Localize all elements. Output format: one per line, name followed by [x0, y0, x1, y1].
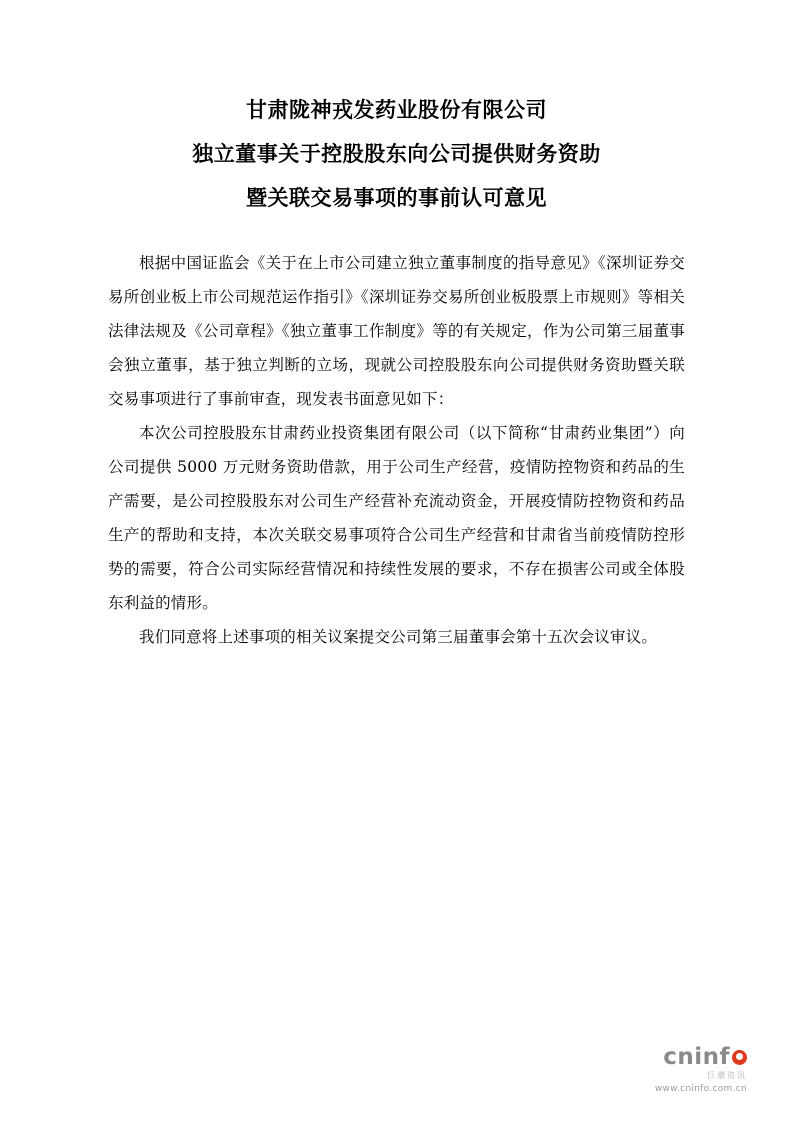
watermark-url: www.cninfo.com.cn: [654, 1084, 747, 1094]
watermark-cn-name: 巨潮资讯: [707, 1071, 747, 1080]
paragraph-1: 根据中国证监会《关于在上市公司建立独立董事制度的指导意见》《深圳证券交易所创业板上市公司规范运作指引》《深圳证券交易所创业板股票上市规则》等相关法律法规及《公司章程》《独立董事工作制度》等的有关规定，作为公司第三届董事会独立董事，基于独立判断的立场，现就公司控股股东向公司提供财务资助暨关联交易事项进行了事前审查，现发表书面意见如下：: [108, 254, 685, 408]
paragraph-2: 本次公司控股股东甘肃药业投资集团有限公司（以下简称“甘肃药业集团”）向公司提供 5000 万元财务资助借款，用于公司生产经营，疫情防控物资和药品的生产需要，是公司控股股东对公司生产经营补充流动资金，开展疫情防控物资和药品生产的帮助和支持，本次关联交易事项符合公司生产经营和甘肃省当前疫情防控形势的需要，符合公司实际经营情况和持续性发展的要求，不存在损害公司或全体股东利益的情形。: [108, 424, 685, 612]
cninfo-dot-icon: [732, 1050, 747, 1065]
paragraph-3: 我们同意将上述事项的相关议案提交公司第三届董事会第十五次会议审议。: [139, 628, 658, 646]
watermark-brand-text: cninf: [663, 1044, 730, 1070]
watermark-brand-row: [655, 1046, 747, 1069]
title-line-3: 暨关联交易事项的事前认可意见: [246, 185, 547, 210]
document-title: [108, 88, 685, 220]
title-line-2: 独立董事关于控股股东向公司提供财务资助: [192, 141, 601, 166]
title-line-1: 甘肃陇神戎发药业股份有限公司: [246, 97, 547, 122]
cninfo-watermark: [655, 1046, 747, 1094]
document-body: [108, 246, 685, 654]
